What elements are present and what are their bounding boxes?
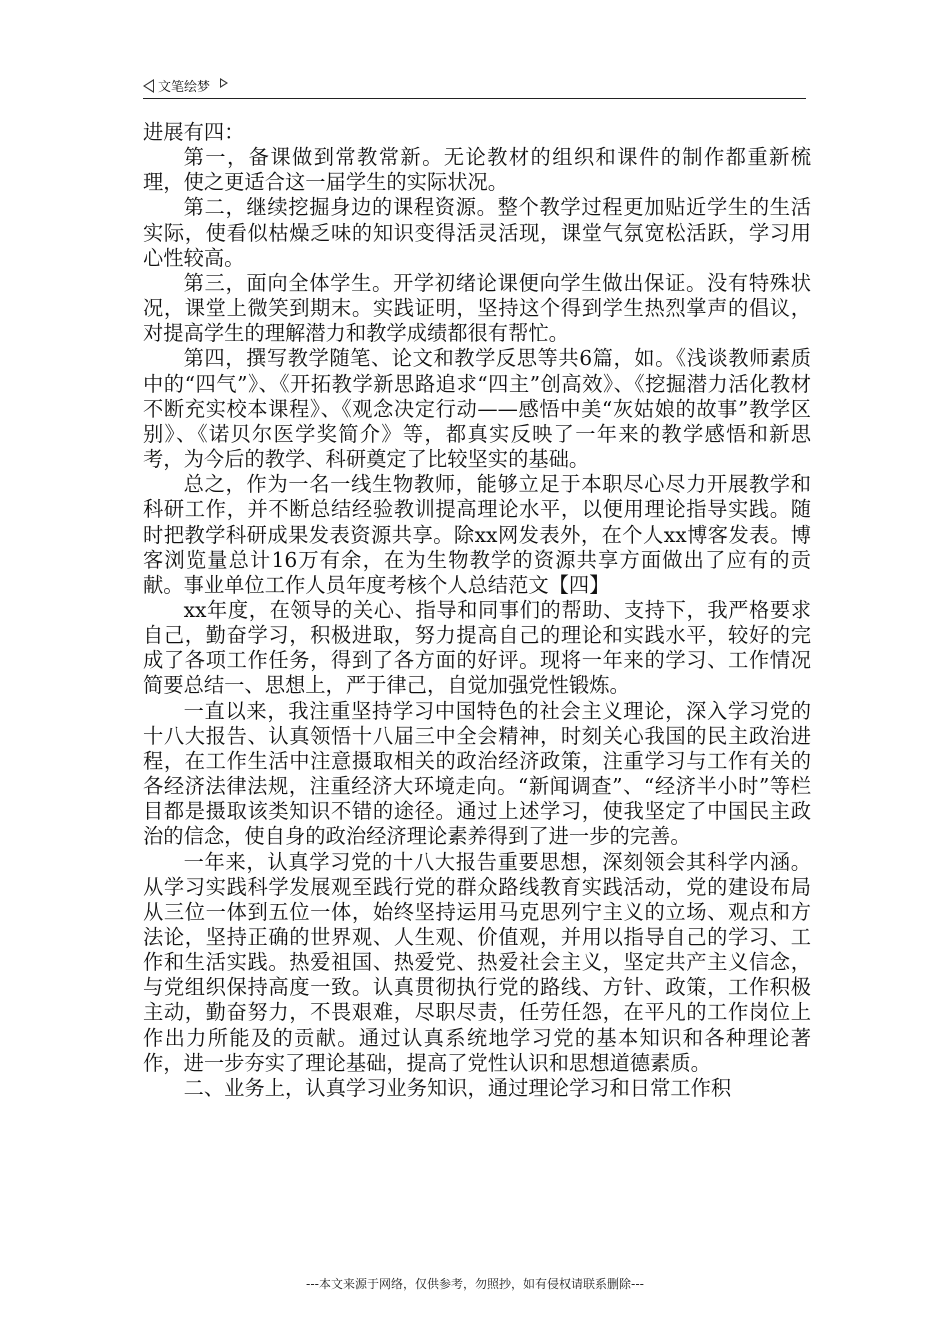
- paragraph: 第四，撰写教学随笔、论文和教学反思等共6篇，如。《浅谈教师素质中的“四气”》、《开拓教学新思路追求“四主”创高效》、《挖掘潜力活化教材不断充实校本课程》、《观念决定行动——感悟中美“灰姑娘的故事”教学区别》、《诺贝尔医学奖简介》等，都真实反映了一年来的教学感悟和新思考，为今后的教学、科研奠定了比较坚实的基础。: [143, 346, 811, 472]
- page-header: [143, 74, 806, 99]
- paragraph: 第一，备课做到常教常新。无论教材的组织和课件的制作都重新梳理，使之更适合这一届学生的实际状况。: [143, 145, 811, 195]
- paragraph: 一直以来，我注重坚持学习中国特色的社会主义理论，深入学习党的十八大报告、认真领悟十八届三中全会精神，时刻关心我国的民主政治进程，在工作生活中注意摄取相关的政治经济政策，注重学习与工作有关的各经济法律法规，注重经济大环境走向。“新闻调查”、“经济半小时”等栏目都是摄取该类知识不错的途径。通过上述学习，使我坚定了中国民主政治的信念，使自身的政治经济理论素养得到了进一步的完善。: [143, 698, 811, 849]
- brand-name: 文笔绘梦: [158, 80, 211, 95]
- document-body: [143, 120, 811, 1101]
- header-brand: [143, 76, 228, 95]
- paragraph-intro: 进展有四：: [143, 120, 245, 144]
- paragraph: 第三，面向全体学生。开学初绪论课便向学生做出保证。没有特殊状况，课堂上微笑到期末。实践证明，坚持这个得到学生热烈掌声的倡议，对提高学生的理解潜力和教学成绩都很有帮忙。: [143, 270, 811, 346]
- paragraph: 总之，作为一名一线生物教师，能够立足于本职尽心尽力开展教学和科研工作，并不断总结经验教训提高理论水平，以便用理论指导实践。随时把教学科研成果发表资源共享。除xx网发表外，在个人xx博客发表。博客浏览量总计16万有余，在为生物教学的资源共享方面做出了应有的贡献。事业单位工作人员年度考核个人总结范文【四】: [143, 472, 811, 597]
- paragraph: 第二，继续挖掘身边的课程资源。整个教学过程更加贴近学生的生活实际，使看似枯燥乏味的知识变得活灵活现，课堂气氛宽松活跃，学习用心性较高。: [143, 195, 811, 270]
- triangle-right-icon: [220, 78, 228, 88]
- paragraph: xx年度，在领导的关心、指导和同事们的帮助、支持下，我严格要求自己，勤奋学习，积极进取，努力提高自己的理论和实践水平，较好的完成了各项工作任务，得到了各方面的好评。现将一年来的学习、工作情况简要总结一、思想上，严于律己，自觉加强党性锻炼。: [143, 597, 811, 698]
- paragraph: 一年来，认真学习党的十八大报告重要思想，深刻领会其科学内涵。从学习实践科学发展观至践行党的群众路线教育实践活动，党的建设布局从三位一体到五位一体，始终坚持运用马克思列宁主义的立场、观点和方法论，坚持正确的世界观、人生观、价值观，并用以指导自己的学习、工作和生活实践。热爱祖国、热爱党、热爱社会主义，坚定共产主义信念，与党组织保持高度一致。认真贯彻执行党的路线、方针、政策，工作积极主动，勤奋努力，不畏艰难，尽职尽责，任劳任怨，在平凡的工作岗位上作出力所能及的贡献。通过认真系统地学习党的基本知识和各种理论著作，进一步夯实了理论基础，提高了党性认识和思想道德素质。: [143, 849, 811, 1075]
- triangle-left-icon: [143, 79, 154, 93]
- page-footer-note: ---本文来源于网络，仅供参考，勿照抄，如有侵权请联系删除---: [306, 1277, 644, 1291]
- paragraph: 二、业务上，认真学习业务知识，通过理论学习和日常工作积: [183, 1075, 732, 1100]
